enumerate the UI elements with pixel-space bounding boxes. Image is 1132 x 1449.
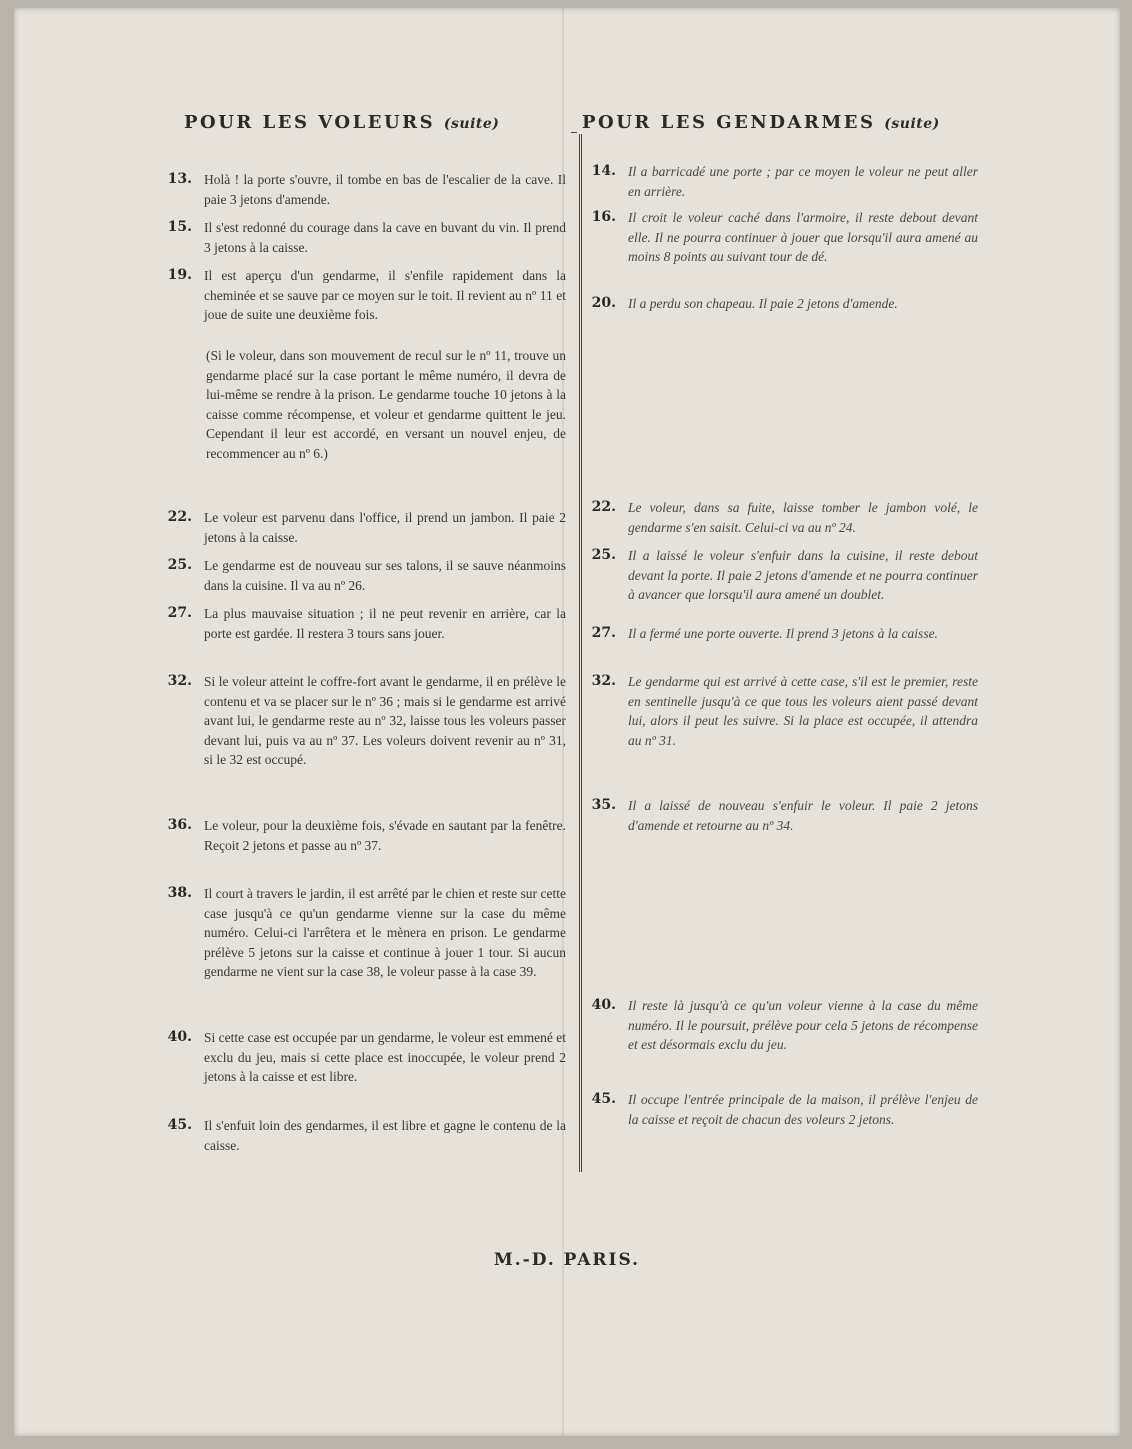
entry-text: Il reste là jusqu'à ce qu'un voleur vienne à la case du même numéro. Il le poursuit, prélève pour cela 5 jetons de récompense et est désormais exclu du jeu. xyxy=(628,998,978,1052)
entry-number: 25. xyxy=(591,547,616,563)
entry-number: 27. xyxy=(167,605,192,621)
voleurs-heading-suite: (suite) xyxy=(443,116,500,132)
entry-number: 14. xyxy=(591,163,616,179)
entry-number: 27. xyxy=(591,625,616,641)
voleurs-entry-25 xyxy=(162,556,566,595)
entry-number: 25. xyxy=(167,557,192,573)
entry-number: 45. xyxy=(591,1091,616,1107)
voleurs-entry-36 xyxy=(162,816,566,855)
entry-number: 32. xyxy=(591,673,616,689)
entry-number: 15. xyxy=(167,219,192,235)
entry-text: Il a fermé une porte ouverte. Il prend 3 jetons à la caisse. xyxy=(628,626,938,641)
voleurs-entry-45 xyxy=(162,1116,566,1155)
gendarmes-entry-20 xyxy=(586,294,978,314)
entry-text: Il a laissé de nouveau s'enfuir le voleur. Il paie 2 jetons d'amende et retourne au nº 34. xyxy=(628,798,978,833)
voleurs-heading xyxy=(184,112,499,133)
gendarmes-entry-35 xyxy=(586,796,978,835)
voleurs-entry-40 xyxy=(162,1028,566,1087)
voleurs-heading-title: POUR LES VOLEURS xyxy=(184,112,436,133)
entry-text: Le gendarme est de nouveau sur ses talons, il se sauve néanmoins dans la cuisine. Il va au nº 26. xyxy=(204,558,566,593)
entry-text: (Si le voleur, dans son mouvement de recul sur le nº 11, trouve un gendarme placé sur la case portant le même numéro, il devra de lui-même se rendre à la prison. Le gendarme touche 10 jetons à la caisse comme récompense, et voleur et gendarme quittent le jeu. Cependant il leur est accordé, en versant un nouvel enjeu, de recommencer au nº 6.) xyxy=(206,348,566,461)
gendarmes-entry-22 xyxy=(586,498,978,537)
gendarmes-heading xyxy=(582,112,940,133)
entry-number: 19. xyxy=(167,267,192,283)
document-sheet xyxy=(14,8,1120,1436)
entry-text: Il croit le voleur caché dans l'armoire, il reste debout devant elle. Il ne pourra continuer à jouer que lorsqu'il aura amené au moins 8 points au suivant tour de dé. xyxy=(628,210,978,264)
column-rule-top xyxy=(571,132,577,133)
entry-number: 45. xyxy=(167,1117,192,1133)
entry-number: 32. xyxy=(167,673,192,689)
column-divider xyxy=(579,134,582,1172)
entry-text: Il est aperçu d'un gendarme, il s'enfile rapidement dans la cheminée et se sauve par ce moyen sur le toit. Il revient au nº 11 et joue de suite une deuxième fois. xyxy=(204,268,566,322)
entry-text: Le voleur, pour la deuxième fois, s'évade en sautant par la fenêtre. Reçoit 2 jetons et passe au nº 37. xyxy=(204,818,566,853)
entry-text: Le voleur, dans sa fuite, laisse tomber le jambon volé, le gendarme s'en saisit. Celui-ci va au nº 24. xyxy=(628,500,978,535)
printer-imprint: M.-D. PARIS. xyxy=(493,1250,641,1270)
entry-number: 40. xyxy=(167,1029,192,1045)
entry-number: 13. xyxy=(167,171,192,187)
gendarmes-entry-14 xyxy=(586,162,978,201)
entry-text: Si le voleur atteint le coffre-fort avant le gendarme, il en prélève le contenu et va se placer sur le nº 36 ; mais si le gendarme est arrivé avant lui, le gendarme reste au nº 32, laisse tous les voleurs passer devant lui, puis va au nº 37. Les voleurs doivent revenir au nº 31, si le 32 est occupé. xyxy=(204,674,566,767)
voleurs-entry-13 xyxy=(162,170,566,209)
entry-text: Le gendarme qui est arrivé à cette case, s'il est le premier, reste en sentinelle jusqu'à ce que tous les voleurs aient passé devant lui, alors il peut les suivre. Si la place est occupée, il attendra au nº 31. xyxy=(628,674,978,748)
entry-text: Il occupe l'entrée principale de la maison, il prélève l'enjeu de la caisse et reçoit de chacun des voleurs 2 jetons. xyxy=(628,1092,978,1127)
voleurs-entry-22 xyxy=(162,508,566,547)
entry-number: 36. xyxy=(167,817,192,833)
gendarmes-entry-40 xyxy=(586,996,978,1055)
entry-text: Il s'enfuit loin des gendarmes, il est libre et gagne le contenu de la caisse. xyxy=(204,1118,566,1153)
voleurs-note-19 xyxy=(162,346,566,463)
entry-number: 38. xyxy=(167,885,192,901)
gendarmes-entry-45 xyxy=(586,1090,978,1129)
entry-number: 22. xyxy=(591,499,616,515)
entry-text: Il a barricadé une porte ; par ce moyen le voleur ne peut aller en arrière. xyxy=(628,164,978,199)
gendarmes-entry-25 xyxy=(586,546,978,605)
voleurs-entry-15 xyxy=(162,218,566,257)
entry-text: Le voleur est parvenu dans l'office, il prend un jambon. Il paie 2 jetons à la caisse. xyxy=(204,510,566,545)
entry-text: Holà ! la porte s'ouvre, il tombe en bas de l'escalier de la cave. Il paie 3 jetons d'amende. xyxy=(204,172,566,207)
gendarmes-entry-32 xyxy=(586,672,978,750)
entry-text: Si cette case est occupée par un gendarme, le voleur est emmené et exclu du jeu, mais si cette place est inoccupée, le voleur prend 2 jetons à la caisse et est libre. xyxy=(204,1030,566,1084)
entry-number: 22. xyxy=(167,509,192,525)
voleurs-entry-27 xyxy=(162,604,566,643)
entry-text: Il a laissé le voleur s'enfuir dans la cuisine, il reste debout devant la porte. Il paie 2 jetons d'amende et ne pourra continuer à avancer que lorsqu'il aura amené un doublet. xyxy=(628,548,978,602)
entry-text: Il a perdu son chapeau. Il paie 2 jetons d'amende. xyxy=(628,296,898,311)
gendarmes-entry-16 xyxy=(586,208,978,267)
gendarmes-heading-suite: (suite) xyxy=(884,116,940,132)
entry-text: La plus mauvaise situation ; il ne peut revenir en arrière, car la porte est gardée. Il restera 3 tours sans jouer. xyxy=(204,606,566,641)
entry-text: Il s'est redonné du courage dans la cave en buvant du vin. Il prend 3 jetons à la caisse. xyxy=(204,220,566,255)
entry-number: 20. xyxy=(591,295,616,311)
entry-number: 35. xyxy=(591,797,616,813)
voleurs-entry-38 xyxy=(162,884,566,982)
entry-number: 16. xyxy=(591,209,616,225)
entry-number: 40. xyxy=(591,997,616,1013)
voleurs-entry-32 xyxy=(162,672,566,770)
voleurs-entry-19 xyxy=(162,266,566,325)
entry-text: Il court à travers le jardin, il est arrêté par le chien et reste sur cette case jusqu'à ce qu'un gendarme vienne sur la case du même numéro. Celui-ci l'arrêtera et le mènera en prison. Le gendarme prélève 5 jetons sur la caisse et continue à jouer 1 tour. Si aucun gendarme ne vient sur la case 38, le voleur passe à la case 39. xyxy=(204,886,566,979)
gendarmes-heading-title: POUR LES GENDARMES xyxy=(582,112,876,133)
gendarmes-entry-27 xyxy=(586,624,978,644)
